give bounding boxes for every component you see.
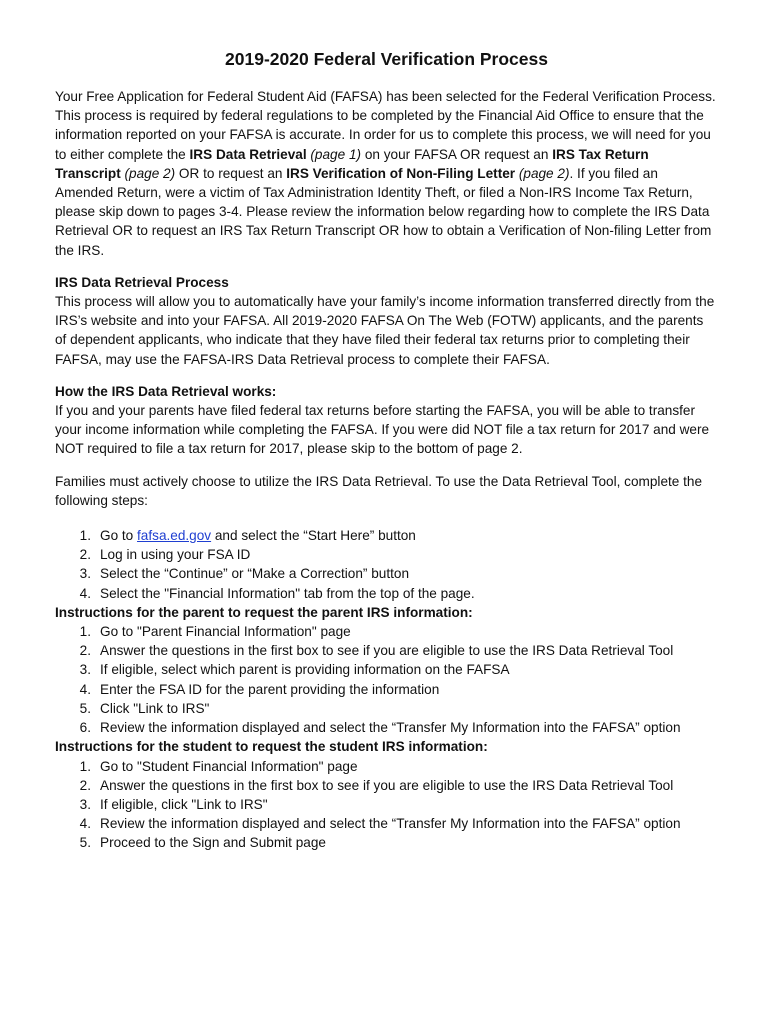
list-item	[55, 814, 718, 833]
student-steps-list	[55, 757, 718, 853]
list-item	[55, 757, 718, 776]
parent-instructions-heading: Instructions for the parent to request the parent IRS information:	[55, 604, 473, 620]
list-number: 4.	[79, 585, 91, 601]
step-text: Select the "Financial Information" tab from the top of the page.	[100, 585, 475, 601]
list-item	[55, 622, 718, 641]
steps-list	[55, 526, 718, 603]
list-item	[55, 545, 718, 564]
list-item	[55, 776, 718, 795]
list-number: 3.	[79, 796, 91, 812]
list-number: 3.	[79, 566, 91, 582]
list-number: 1.	[79, 528, 91, 544]
intro-text: OR to request an	[175, 165, 287, 181]
intro-text: on your FAFSA OR request an	[361, 146, 553, 162]
list-number: 2.	[79, 643, 91, 659]
list-item	[55, 660, 718, 679]
how-it-works-paragraph: If you and your parents have filed federal tax returns before starting the FAFSA, you will be able to transfer your income information while completing the FAFSA. If you were did NOT file a tax return for 2017 and were NOT required to file a tax return for 2017, please skip to the bottom of page 2.	[55, 403, 710, 457]
step-text: Enter the FSA ID for the parent providing the information	[100, 681, 440, 697]
step-text: Click "Link to IRS"	[100, 700, 210, 716]
step-text: Answer the questions in the first box to see if you are eligible to use the IRS Data Retrieval Tool	[100, 777, 674, 793]
list-number: 2.	[79, 777, 91, 793]
student-instructions-heading: Instructions for the student to request the student IRS information:	[55, 739, 488, 755]
list-item	[55, 564, 718, 583]
intro-page-ref: (page 1)	[306, 146, 362, 162]
list-number: 5.	[79, 835, 91, 851]
step-text: Log in using your FSA ID	[100, 547, 251, 563]
list-number: 1.	[79, 624, 91, 640]
process-paragraph: This process will allow you to automatically have your family’s income information transferred directly from the IRS’s website and into your FAFSA. All 2019-2020 FAFSA On The Web (FOTW) applicants, and the parents of dependent applicants, who indicate that they have filed their federal tax returns prior to completing their FAFSA, may use the FAFSA-IRS Data Retrieval process to complete their FAFSA.	[55, 294, 715, 367]
intro-page-ref: (page 2)	[120, 165, 176, 181]
list-item	[55, 680, 718, 699]
list-number: 1.	[79, 758, 91, 774]
list-item	[55, 795, 718, 814]
step-text: If eligible, select which parent is providing information on the FAFSA	[100, 662, 510, 678]
list-number: 4.	[79, 816, 91, 832]
step-text: Go to	[100, 528, 138, 544]
intro-page-ref: (page 2)	[515, 165, 570, 181]
step-text: Review the information displayed and select the “Transfer My Information into the FAFSA” option	[100, 816, 681, 832]
intro-text: Your Free Application for Federal Student Aid (FAFSA) has been selected for the Federal Verification Process. This process is required by federal regulations to be completed by the Financial Aid Office to ensure that the information reported on your FAFSA is accurate. In order for us to complete this process, we will need for you to either complete the	[55, 89, 716, 162]
list-item	[55, 584, 718, 603]
step-text: Answer the questions in the first box to see if you are eligible to use the IRS Data Retrieval Tool	[100, 643, 674, 659]
list-item	[55, 526, 718, 545]
list-item	[55, 699, 718, 718]
list-item	[55, 833, 718, 852]
list-item	[55, 641, 718, 660]
intro-bold-data-retrieval: IRS Data Retrieval	[189, 146, 307, 162]
families-paragraph: Families must actively choose to utilize the IRS Data Retrieval. To use the Data Retrieval Tool, complete the following steps:	[55, 473, 703, 508]
list-number: 4.	[79, 681, 91, 697]
step-text: If eligible, click "Link to IRS"	[100, 796, 268, 812]
list-number: 6.	[79, 720, 91, 736]
parent-steps-list	[55, 622, 718, 737]
step-text: Review the information displayed and select the “Transfer My Information into the FAFSA” option	[100, 720, 681, 736]
step-text: Go to "Parent Financial Information" page	[100, 624, 351, 640]
step-text: Proceed to the Sign and Submit page	[100, 835, 326, 851]
step-text: Select the “Continue” or “Make a Correction” button	[100, 566, 410, 582]
step-text: and select the “Start Here” button	[211, 528, 416, 544]
section-heading-process: IRS Data Retrieval Process	[55, 274, 229, 290]
section-heading-how-it-works: How the IRS Data Retrieval works:	[55, 383, 277, 399]
list-item	[55, 718, 718, 737]
page-title: 2019-2020 Federal Verification Process	[225, 49, 548, 69]
step-text: Go to "Student Financial Information" page	[100, 758, 358, 774]
fafsa-link[interactable]: fafsa.ed.gov	[137, 528, 212, 544]
intro-paragraph	[55, 87, 718, 260]
intro-bold-tax-transcript: IRS Tax Return Transcript	[55, 146, 649, 181]
intro-bold-non-filing: IRS Verification of Non-Filing Letter	[286, 165, 516, 181]
list-number: 5.	[79, 700, 91, 716]
list-number: 2.	[79, 547, 91, 563]
intro-text: . If you filed an Amended Return, were a victim of Tax Administration Identity Theft, or filed a Non-IRS Income Tax Return, please skip down to pages 3-4. Please review the information below regarding how to complete the IRS Data Retrieval OR to request an IRS Tax Return Transcript OR how to obtain a Verification of Non-filing Letter from the IRS.	[55, 165, 712, 258]
list-number: 3.	[79, 662, 91, 678]
